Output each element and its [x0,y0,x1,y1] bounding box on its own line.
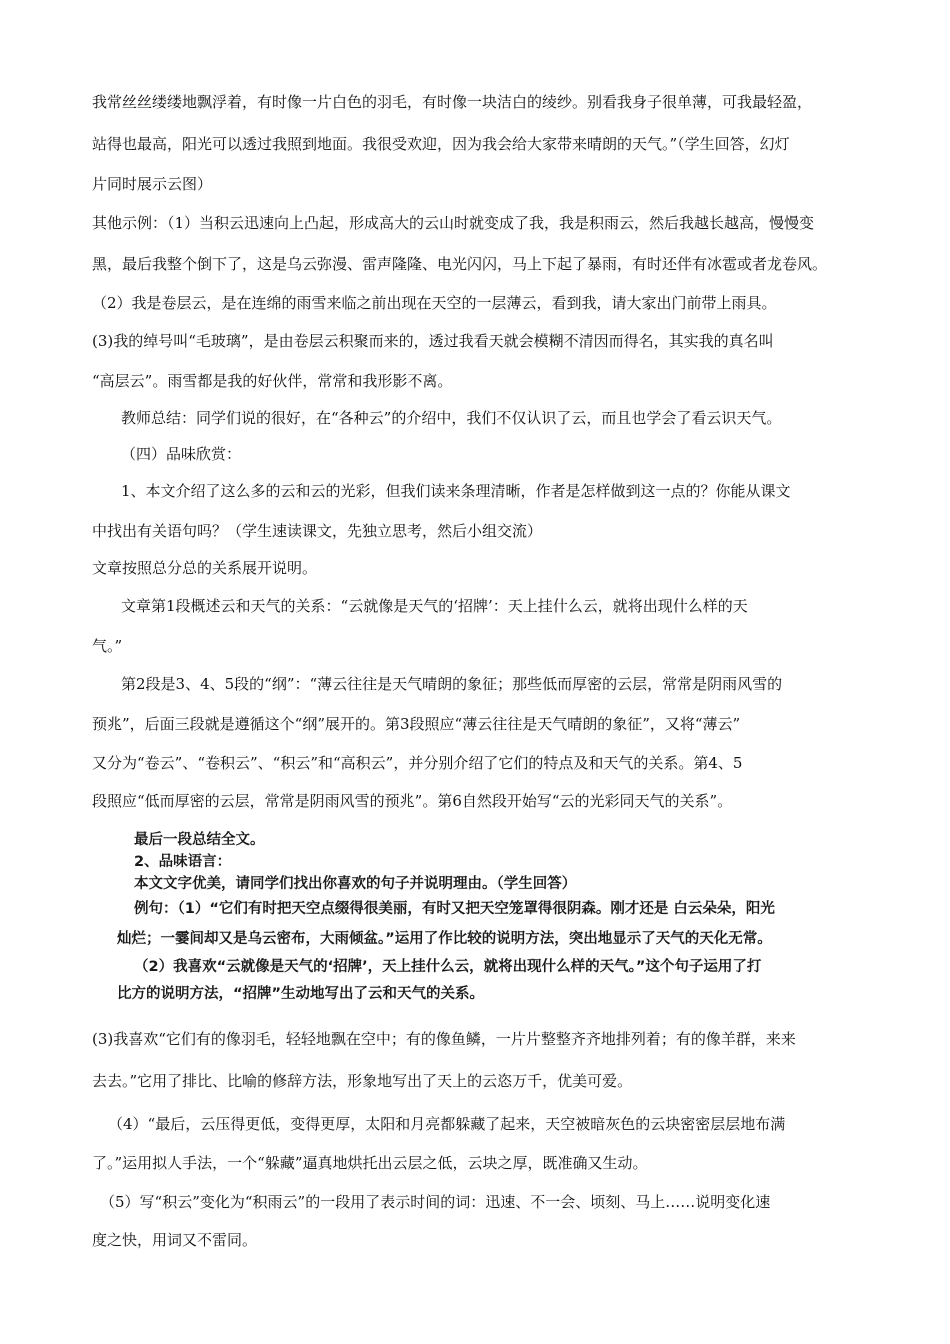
text-line: 我常丝丝缕缕地飘浮着，有时像一片白色的羽毛，有时像一块洁白的绫纱。别看我身子很单薄，可我最轻盈， [92,93,813,111]
text-line: （2）我是卷层云，是在连绵的雨雪来临之前出现在天空的一层薄云，看到我，请大家出门前带上雨具。 [92,294,777,312]
text-line: 段照应“低而厚密的云层，常常是阴雨风雪的预兆”。第6自然段开始写“云的光彩同天气的关系”。 [92,792,733,810]
section-heading: （四）品味欣赏： [121,445,242,463]
text-line: （5）写“积云”变化为“积雨云”的一段用了表示时间的词：迅速、不一会、顷刻、马上……说明变化速 [100,1193,771,1211]
text-line: 第2段是3、4、5段的“纲”：“薄云往往是天气晴朗的象征；那些低而厚密的云层，常常是阴雨风雪的 [121,675,783,693]
text-line: (3)我喜欢“它们有的像羽毛，轻轻地飘在空中；有的像鱼鳞，一片片整整齐齐地排列着；有的像羊群，来来 [92,1030,796,1048]
text-line: 片同时展示云图） [92,175,213,193]
section-heading: 2、品味语言： [134,854,232,870]
text-line: 预兆”，后面三段就是遵循这个“纲”展开的。第3段照应“薄云往往是天气晴朗的象征”，又将“薄云” [92,715,741,733]
text-line: 例句：（1）“它们有时把天空点缀得很美丽，有时又把天空笼罩得很阴森。刚才还是 白云朵朵，阳光 [134,901,775,917]
text-line: 又分为“卷云”、“卷积云”、“积云”和“高积云”，并分别介绍了它们的特点及和天气的关系。第4、5 [92,754,743,772]
text-line: 了。”运用拟人手法，一个“躲藏”逼真地烘托出云层之低，云块之厚，既准确又生动。 [92,1154,648,1172]
text-line: 1、本文介绍了这么多的云和云的光彩，但我们读来条理清晰，作者是怎样做到这一点的？你能从课文 [121,482,791,500]
text-line: 站得也最高，阳光可以透过我照到地面。我很受欢迎，因为我会给大家带来晴朗的天气。”（学生回答，幻灯 [92,135,790,153]
text-line: 气。” [92,637,123,655]
text-line: （2）我喜欢“云就像是天气的‘招牌’，天上挂什么云，就将出现什么样的天气。”这个句子运用了打 [134,959,762,975]
text-line: 文章按照总分总的关系展开说明。 [92,559,318,577]
text-line: 中找出有关语句吗？（学生速读课文，先独立思考，然后小组交流） [92,522,543,540]
text-line: 教师总结：同学们说的很好，在“各种云”的介绍中，我们不仅认识了云，而且也学会了看云识天气。 [121,409,782,427]
text-line: 度之快，用词又不雷同。 [92,1231,258,1249]
text-line: 黑，最后我整个倒下了，这是乌云弥漫、雷声隆隆、电光闪闪，马上下起了暴雨，有时还伴有冰雹或者龙卷风。 [92,255,828,273]
text-line: “高层云”。雨雪都是我的好伙伴，常常和我形影不离。 [92,372,453,390]
text-line: 最后一段总结全文。 [134,832,265,848]
text-line: 灿烂；一霎间却又是乌云密布，大雨倾盆。”运用了作比较的说明方法，突出地显示了天气的天化无常。 [117,931,772,947]
text-line: 比方的说明方法，“招牌”生动地写出了云和天气的关系。 [117,986,485,1002]
text-line: 文章第1段概述云和天气的关系：“云就像是天气的‘招牌’：天上挂什么云，就将出现什么样的天 [121,597,748,615]
text-line: (3)我的绰号叫“毛玻璃”，是由卷层云积聚而来的，透过我看天就会模糊不清因而得名，其实我的真名叫 [92,332,774,350]
text-line: （4）“最后，云压得更低，变得更厚，太阳和月亮都躲藏了起来，天空被暗灰色的云块密密层层地布满 [108,1115,786,1133]
text-line: 本文文字优美，请同学们找出你喜欢的句子并说明理由。（学生回答） [134,876,577,892]
text-line: 其他示例：（1）当积云迅速向上凸起，形成高大的云山时就变成了我，我是积雨云，然后我越长越高，慢慢变 [92,214,815,232]
text-line: 去去。”它用了排比、比喻的修辞方法，形象地写出了天上的云恣万千，优美可爱。 [92,1072,633,1090]
